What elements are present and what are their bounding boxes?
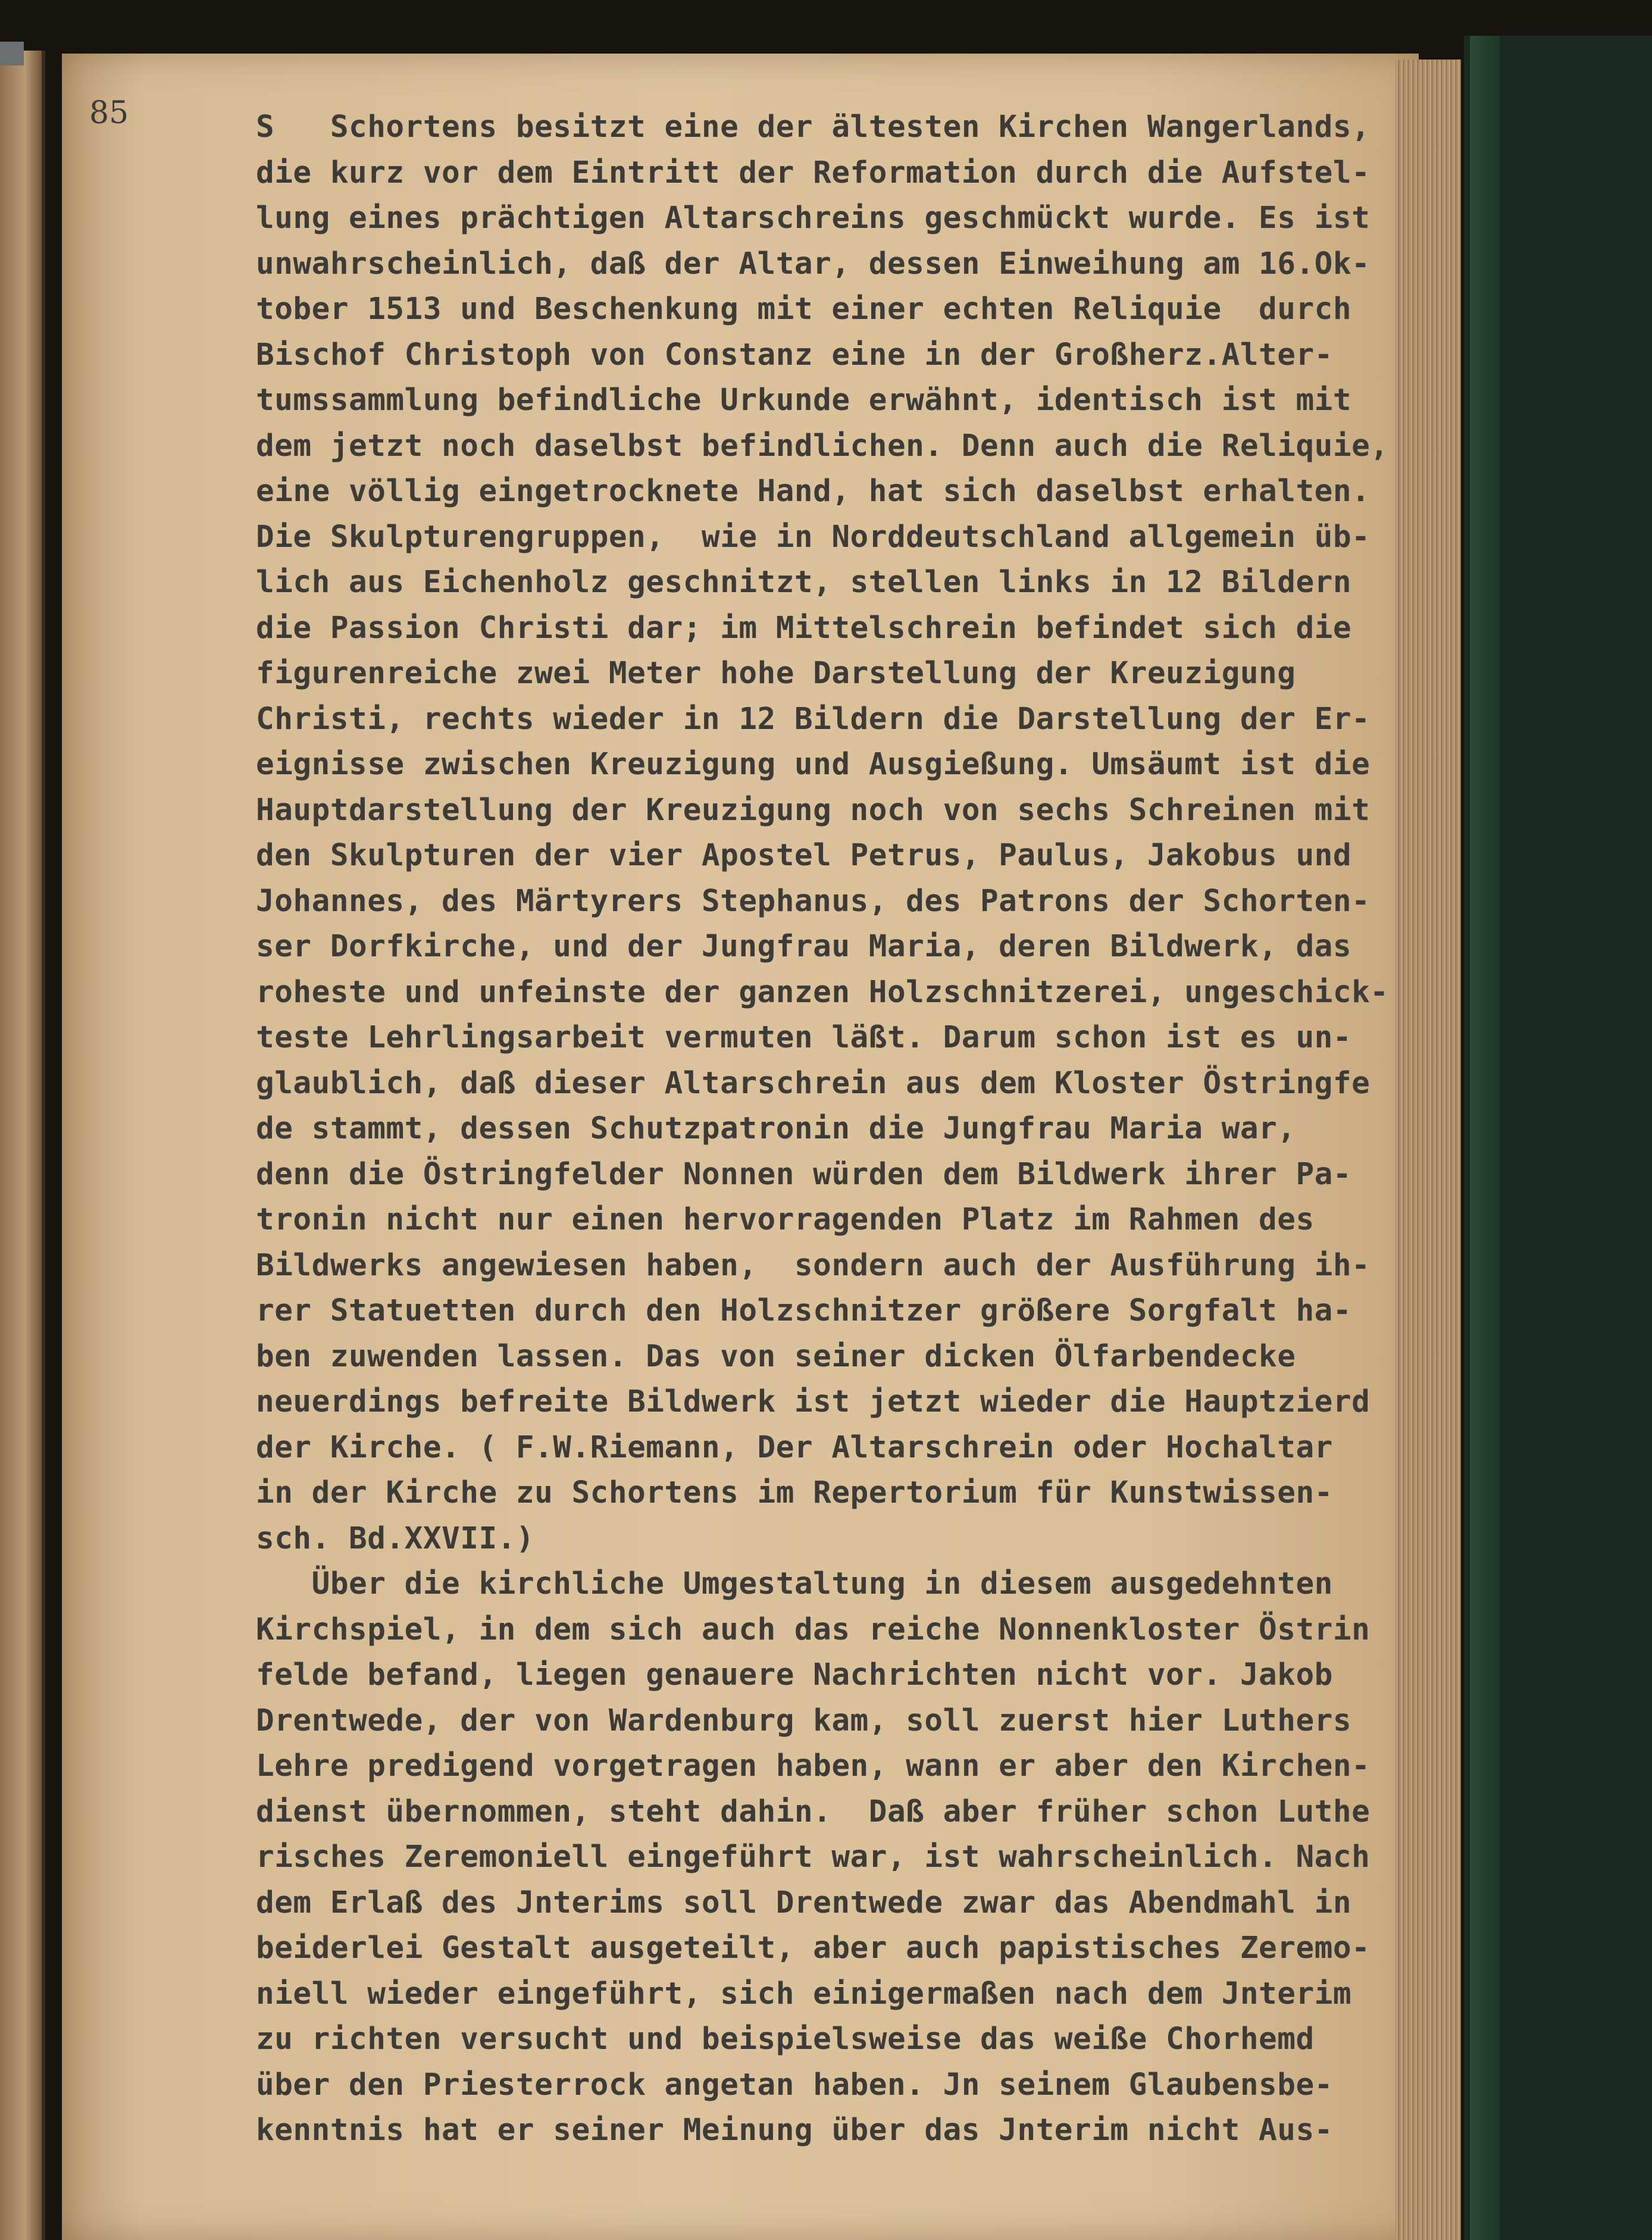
text-line: teste Lehrlingsarbeit vermuten läßt. Darum schon ist es un-	[256, 1020, 1352, 1055]
text-line: niell wieder eingeführt, sich einigermaßen nach dem Jnterim	[256, 1976, 1352, 2011]
text-line: Hauptdarstellung der Kreuzigung noch von sechs Schreinen mit	[256, 792, 1371, 828]
text-line: figurenreiche zwei Meter hohe Darstellung der Kreuzigung	[256, 656, 1296, 691]
text-line: denn die Östringfelder Nonnen würden dem Bildwerk ihrer Pa-	[256, 1156, 1352, 1192]
text-line: tronin nicht nur einen hervorragenden Platz im Rahmen des	[256, 1202, 1315, 1237]
text-line: sch. Bd.XXVII.)	[256, 1521, 535, 1556]
text-line: Über die kirchliche Umgestaltung in diesem ausgedehnten	[256, 1566, 1333, 1601]
cover-edge	[1470, 36, 1500, 2240]
text-line: de stammt, dessen Schutzpatronin die Jungfrau Maria war,	[256, 1111, 1296, 1146]
text-line: den Skulpturen der vier Apostel Petrus, Paulus, Jakobus und	[256, 838, 1352, 873]
text-line: neuerdings befreite Bildwerk ist jetzt wieder die Hauptzierd	[256, 1384, 1371, 1419]
text-line: die kurz vor dem Eintritt der Reformation durch die Aufstel-	[256, 155, 1371, 190]
text-line: in der Kirche zu Schortens im Repertorium für Kunstwissen-	[256, 1475, 1333, 1510]
text-line: S Schortens besitzt eine der ältesten Kirchen Wangerlands,	[256, 110, 1371, 145]
text-line: dem jetzt noch daselbst befindlichen. Denn auch die Reliquie,	[256, 428, 1389, 464]
text-line: Johannes, des Märtyrers Stephanus, des Patrons der Schorten-	[256, 883, 1371, 919]
text-line: lich aus Eichenholz geschnitzt, stellen links in 12 Bildern	[256, 565, 1352, 600]
text-line: risches Zeremoniell eingeführt war, ist wahrscheinlich. Nach	[256, 1839, 1371, 1875]
text-line: kenntnis hat er seiner Meinung über das Jnterim nicht Aus-	[256, 2113, 1333, 2148]
binding-fabric	[0, 42, 24, 65]
text-line: rer Statuetten durch den Holzschnitzer größere Sorgfalt ha-	[256, 1293, 1352, 1328]
text-line: Drentwede, der von Wardenburg kam, soll zuerst hier Luthers	[256, 1703, 1352, 1738]
text-line: tumssammlung befindliche Urkunde erwähnt, identisch ist mit	[256, 383, 1352, 418]
text-line: Bischof Christoph von Constanz eine in der Großherz.Alter-	[256, 337, 1333, 373]
typewritten-text	[256, 105, 1422, 2154]
text-line: dem Erlaß des Jnterims soll Drentwede zwar das Abendmahl in	[256, 1885, 1352, 1920]
text-line: der Kirche. ( F.W.Riemann, Der Altarschrein oder Hochaltar	[256, 1429, 1333, 1465]
text-line: unwahrscheinlich, daß der Altar, dessen Einweihung am 16.Ok-	[256, 246, 1371, 281]
text-line: glaublich, daß dieser Altarschrein aus dem Kloster Östringfe	[256, 1065, 1371, 1101]
text-line: Kirchspiel, in dem sich auch das reiche Nonnenkloster Östrin	[256, 1612, 1371, 1647]
text-line: felde befand, liegen genauere Nachrichten nicht vor. Jakob	[256, 1657, 1333, 1692]
text-line: roheste und unfeinste der ganzen Holzschnitzerei, ungeschick-	[256, 974, 1389, 1010]
text-line: beiderlei Gestalt ausgeteilt, aber auch papistisches Zeremo-	[256, 1931, 1371, 1966]
text-line: ser Dorfkirche, und der Jungfrau Maria, deren Bildwerk, das	[256, 929, 1352, 964]
text-line: zu richten versucht und beispielsweise das weiße Chorhemd	[256, 2022, 1315, 2057]
facing-page-edge	[0, 51, 45, 2240]
text-line: Bildwerks angewiesen haben, sondern auch der Ausführung ih-	[256, 1247, 1371, 1283]
page-number: 85	[89, 95, 129, 131]
text-line: Lehre predigend vorgetragen haben, wann er aber den Kirchen-	[256, 1748, 1371, 1784]
text-line: ben zuwenden lassen. Das von seiner dicken Ölfarbendecke	[256, 1338, 1296, 1374]
text-line: eine völlig eingetrocknete Hand, hat sich daselbst erhalten.	[256, 474, 1371, 509]
text-line: über den Priesterrock angetan haben. Jn seinem Glaubensbe-	[256, 2067, 1333, 2103]
text-line: eignisse zwischen Kreuzigung und Ausgießung. Umsäumt ist die	[256, 747, 1371, 782]
text-line: die Passion Christi dar; im Mittelschrein befindet sich die	[256, 610, 1352, 646]
text-line: Christi, rechts wieder in 12 Bildern die Darstellung der Er-	[256, 701, 1371, 737]
text-line: Die Skulpturengruppen, wie in Norddeutschland allgemein üb-	[256, 519, 1371, 555]
text-line: tober 1513 und Beschenkung mit einer echten Reliquie durch	[256, 292, 1352, 327]
text-line: dienst übernommen, steht dahin. Daß aber früher schon Luthe	[256, 1794, 1371, 1829]
text-line: lung eines prächtigen Altarschreins geschmückt wurde. Es ist	[256, 201, 1371, 236]
